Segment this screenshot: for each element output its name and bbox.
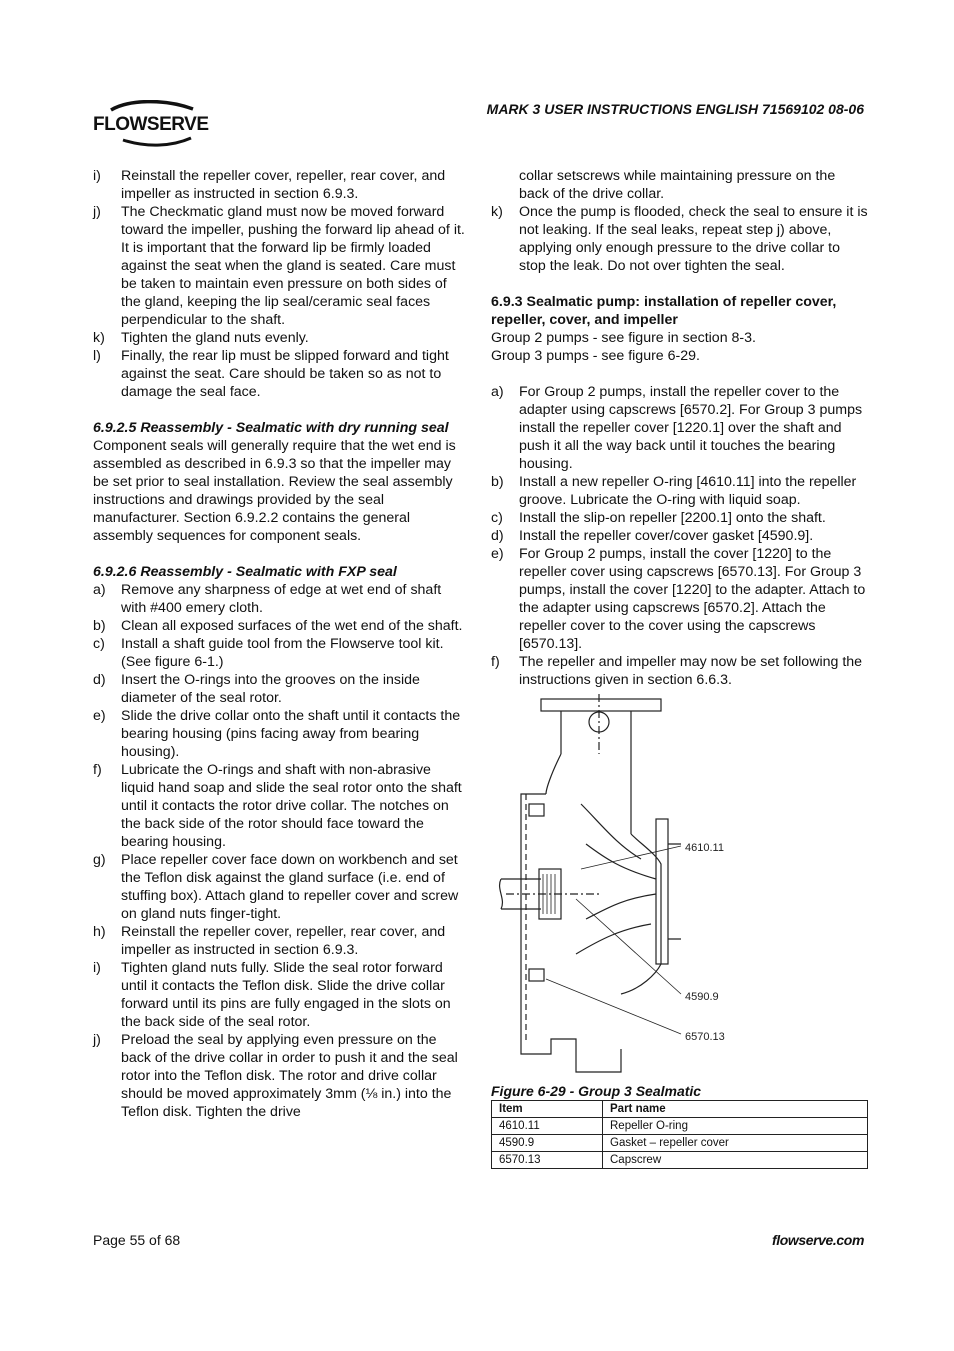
list-item-label: l)	[93, 348, 101, 364]
list-item	[93, 851, 465, 923]
list-item-text: Install the slip-on repeller [2200.1] onto the shaft.	[519, 510, 826, 526]
list-item-label: b)	[93, 618, 106, 634]
column-header-part-name: Part name	[603, 1101, 868, 1118]
list-item-label: j)	[93, 204, 101, 220]
list-item-label: b)	[491, 474, 504, 490]
table-row	[492, 1152, 868, 1169]
list-item-text: Slide the drive collar onto the shaft until it contacts the bearing housing (pins facing away from bearing housing).	[121, 708, 461, 760]
list-item	[93, 347, 465, 401]
list-item-text: The Checkmatic gland must now be moved forward toward the impeller, pushing the forward lip ahead of it. It is important that the forward lip be firmly loaded against the seat when the gland is seated. Care must be taken to maintain even pressure on both sides of the gland, keeping the lip seal/ceramic seal faces perpendicular to the shaft.	[121, 204, 465, 328]
list-item-text: Tighten the gland nuts evenly.	[121, 330, 309, 346]
section-heading-6-9-3: 6.9.3 Sealmatic pump: installation of repeller cover, repeller, cover, and impeller	[491, 294, 837, 328]
section-heading-6-9-2-6: 6.9.2.6 Reassembly - Sealmatic with FXP seal	[93, 564, 397, 580]
list-item	[93, 923, 465, 959]
list-item-label: e)	[93, 708, 106, 724]
table-row	[492, 1135, 868, 1152]
table-row	[492, 1118, 868, 1135]
list-item-text: Lubricate the O-rings and shaft with non-abrasive liquid hand soap and slide the seal rotor onto the shaft until it contacts the rotor drive collar. The notches on the back side of the rotor should face toward the bearing housing.	[121, 762, 462, 850]
table-header-row	[492, 1101, 868, 1118]
flowserve-logo	[93, 100, 211, 148]
discharge-neck	[561, 711, 631, 834]
list-item	[491, 545, 869, 653]
list-item-label: a)	[93, 582, 106, 598]
left-column	[93, 167, 465, 1121]
right-list-2	[491, 383, 869, 689]
leader-4610-11	[581, 846, 681, 869]
list-item-text: Preload the seal by applying even pressure on the back of the drive collar in order to push it and the seal rotor into the Teflon disk. The rotor and drive collar should be moved approximately 3mm (⅛ in.) into the Teflon disk. Tighten the drive	[121, 1032, 458, 1120]
leader-4590-9	[576, 899, 681, 994]
callout-4590-9: 4590.9	[685, 991, 719, 1003]
table-cell-item: 4590.9	[492, 1135, 603, 1152]
list-item-text: Insert the O-rings into the grooves on the inside diameter of the seal rotor.	[121, 672, 420, 706]
list-item-text: Remove any sharpness of edge at wet end of shaft with #400 emery cloth.	[121, 582, 442, 616]
table-cell-part-name: Capscrew	[603, 1152, 868, 1169]
footer-site: flowserve.com	[771, 1232, 864, 1248]
list-item-text: Clean all exposed surfaces of the wet end of the shaft.	[121, 618, 463, 634]
group-line-2: Group 2 pumps - see figure in section 8-3.	[491, 330, 756, 346]
list-item-text: Install a shaft guide tool from the Flowserve tool kit. (See figure 6-1.)	[121, 636, 444, 670]
table-cell-item: 4610.11	[492, 1118, 603, 1135]
table-cell-part-name: Repeller O-ring	[603, 1118, 868, 1135]
list-item-text: Reinstall the repeller cover, repeller, rear cover, and impeller as instructed in section 6.9.3.	[121, 924, 446, 958]
list-item	[93, 707, 465, 761]
left-list-2	[93, 581, 465, 1121]
list-item	[93, 761, 465, 851]
list-item-label: e)	[491, 546, 504, 562]
figure-caption: Figure 6-29 - Group 3 Sealmatic	[491, 1083, 702, 1099]
document-title: MARK 3 USER INSTRUCTIONS ENGLISH 71569102 08-06	[486, 101, 864, 117]
list-item-text: Install a new repeller O-ring [4610.11] into the repeller groove. Lubricate the O-ring with liquid soap.	[519, 474, 857, 508]
callout-6570-13: 6570.13	[685, 1031, 725, 1043]
list-item	[491, 203, 869, 275]
list-item-label: c)	[93, 636, 105, 652]
list-item	[491, 527, 869, 545]
list-item-text: collar setscrews while maintaining pressure on the back of the drive collar.	[519, 168, 836, 202]
pump-cross-section-figure	[491, 694, 869, 1074]
list-item-text: Reinstall the repeller cover, repeller, rear cover, and impeller as instructed in section 6.9.3.	[121, 168, 446, 202]
casing-outline	[521, 794, 621, 1072]
list-item-label: a)	[491, 384, 504, 400]
discharge-flange	[541, 699, 661, 711]
table-cell-part-name: Gasket – repeller cover	[603, 1135, 868, 1152]
list-item	[93, 329, 465, 347]
list-item-text: Place repeller cover face down on workbench and set the Teflon disk against the gland surface (i.e. end of stuffing box). Attach gland to repeller cover and screw on gland nuts finger-tight.	[121, 852, 459, 922]
list-item-label: d)	[93, 672, 106, 688]
list-item-text: The repeller and impeller may now be set following the instructions given in section 6.6.3.	[519, 654, 863, 688]
parts-table	[491, 1100, 868, 1169]
list-item	[93, 1031, 465, 1121]
list-item-label: j)	[93, 1032, 101, 1048]
list-item-text: Once the pump is flooded, check the seal to ensure it is not leaking. If the seal leaks, repeat step j) above, applying only enough pressure to the drive collar to stop the leak. Do not over tighten the seal.	[519, 204, 868, 274]
table-cell-item: 6570.13	[492, 1152, 603, 1169]
list-item-text: For Group 2 pumps, install the repeller cover to the adapter using capscrews [6570.2]. For Group 3 pumps install the repeller cover [1220.1] over the shaft and push it all the way back until it touches the bearing housing.	[519, 384, 863, 472]
list-item-label: c)	[491, 510, 503, 526]
callout-4610-11: 4610.11	[685, 842, 724, 854]
list-item-text: Finally, the rear lip must be slipped forward and tight against the seat. Care should be taken so as not to damage the seal face.	[121, 348, 449, 400]
pump-drawing	[491, 694, 869, 1074]
page-number: Page 55 of 68	[93, 1232, 181, 1248]
logo-text: FLOWSERVE	[93, 114, 209, 135]
section-heading-6-9-2-5: 6.9.2.5 Reassembly - Sealmatic with dry running seal	[93, 420, 449, 436]
list-item	[93, 959, 465, 1031]
list-item-label: f)	[491, 654, 500, 670]
section-paragraph: Component seals will generally require that the wet end is assembled as described in 6.9.3 so that the impeller may be set prior to seal installation. Review the seal assembly instructions and drawings provided by the seal manufacturer. Section 6.9.2.2 contains the general assembly sequences for component seals.	[93, 438, 456, 544]
left-list-1	[93, 167, 465, 401]
list-item-text: Install the repeller cover/cover gasket [4590.9].	[519, 528, 814, 544]
list-item-label: i)	[93, 168, 101, 184]
list-item	[491, 509, 869, 527]
right-column	[491, 167, 869, 1169]
list-item	[93, 203, 465, 329]
list-item-text: For Group 2 pumps, install the cover [1220] to the repeller cover using capscrews [6570.13]. For Group 3 pumps, install the cover [1220] to the adapter. Attach to the adapter using capscrews [6570.2]. Attach the repeller cover to the cover using the capscrews [6570.13].	[519, 546, 866, 652]
list-item	[93, 617, 465, 635]
list-item	[93, 635, 465, 671]
list-item-label: h)	[93, 924, 106, 940]
column-header-item: Item	[492, 1101, 603, 1118]
right-list-1	[491, 203, 869, 275]
list-item-label: g)	[93, 852, 106, 868]
list-item	[491, 383, 869, 473]
list-item-text: Tighten gland nuts fully. Slide the seal rotor forward until it contacts the Teflon disk. Slide the drive collar forward until its pins are fully engaged in the slots on the back side of the seal rotor.	[121, 960, 451, 1030]
list-item-label: i)	[93, 960, 101, 976]
list-item	[93, 167, 465, 203]
group-line-3: Group 3 pumps - see figure 6-29.	[491, 348, 700, 364]
list-item-label: f)	[93, 762, 102, 778]
list-item	[93, 671, 465, 707]
list-item	[93, 581, 465, 617]
list-item	[491, 473, 869, 509]
list-item-continuation	[491, 167, 869, 203]
leader-6570-13	[546, 979, 681, 1034]
list-item-label: k)	[93, 330, 105, 346]
list-item	[491, 653, 869, 689]
list-item-label: d)	[491, 528, 504, 544]
list-item-label: k)	[491, 204, 503, 220]
suction-flange	[656, 819, 668, 964]
